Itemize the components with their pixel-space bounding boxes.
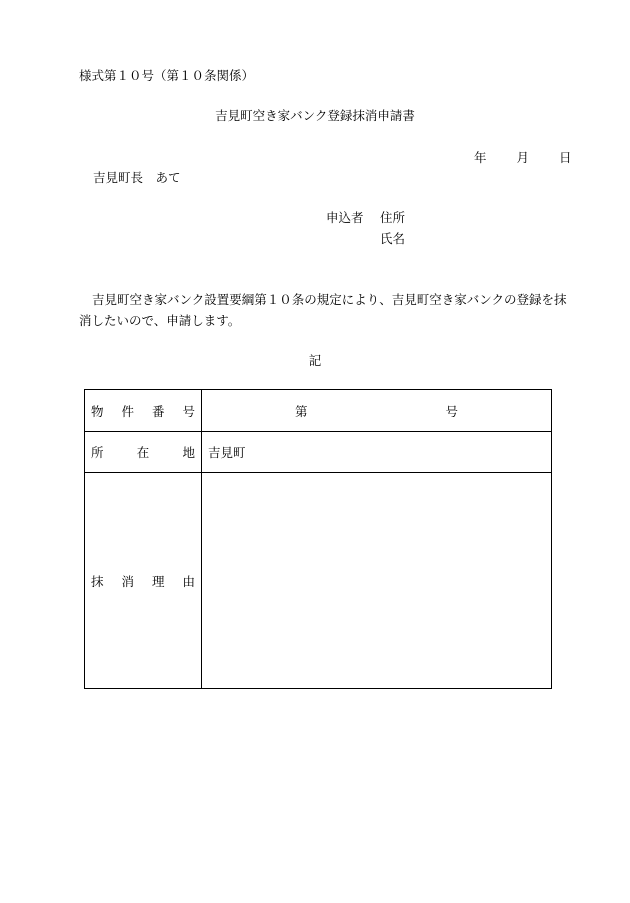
date-year-label: 年 (474, 150, 487, 165)
table-row (85, 432, 552, 473)
location-label: 所 在 地 (85, 432, 202, 473)
property-number-prefix: 第 (295, 403, 308, 419)
detail-table (84, 389, 552, 689)
applicant-label: 申込者 (326, 210, 364, 225)
ki-heading: 記 (308, 353, 322, 368)
application-body: 吉見町空き家バンク設置要綱第１０条の規定により、吉見町空き家バンクの登録を抹消したいので、申請します。 (79, 292, 567, 328)
reason-field[interactable] (202, 473, 552, 689)
property-number-suffix: 号 (445, 403, 458, 419)
property-number-label: 物 件 番 号 (85, 390, 202, 432)
reason-label: 抹 消 理 由 (85, 473, 202, 689)
location-field[interactable]: 吉見町 (202, 432, 552, 473)
table-row (85, 390, 552, 432)
name-label: 氏名 (380, 231, 406, 246)
addressee: 吉見町長 あて (93, 170, 181, 185)
table-row (85, 473, 552, 689)
date-day-label: 日 (559, 150, 572, 165)
applicant-block (326, 208, 405, 250)
document-title: 吉見町空き家バンク登録抹消申請書 (215, 108, 415, 123)
property-number-field[interactable] (202, 390, 552, 432)
form-number: 様式第１０号（第１０条関係） (79, 68, 255, 83)
date-line (474, 148, 572, 166)
address-label: 住所 (380, 210, 406, 225)
date-month-label: 月 (516, 150, 530, 165)
